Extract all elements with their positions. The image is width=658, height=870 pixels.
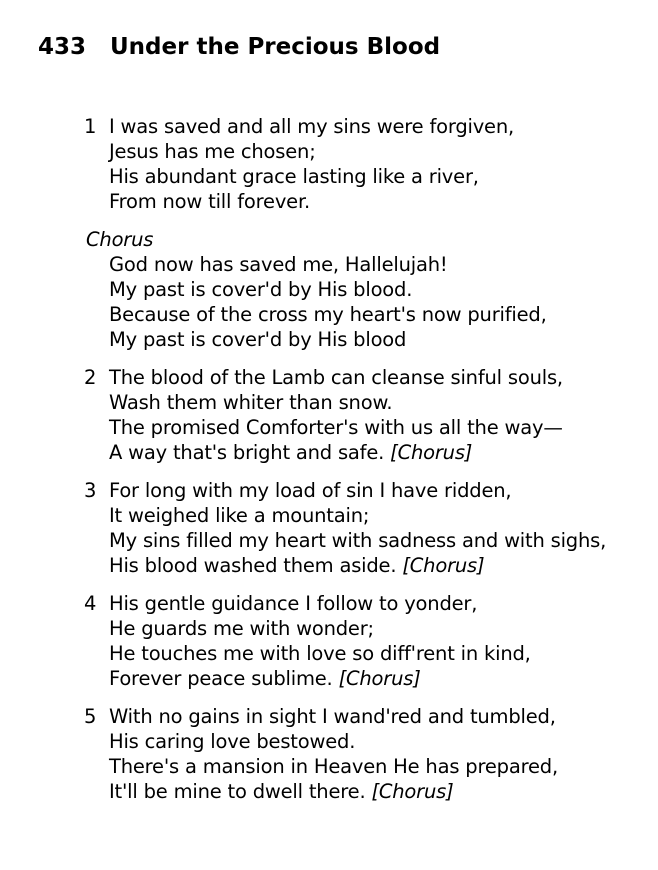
chorus-line: My past is cover'd by His blood [109,328,407,351]
verse-number: 4 [84,592,97,615]
verse-line: For long with my load of sin I have ridden, [109,479,512,502]
verse-line: His caring love bestowed. [109,730,356,753]
hymn-header [38,31,440,63]
hymn-number: 433 [38,34,87,60]
chorus-reference: [Chorus] [402,554,485,577]
verse-number: 3 [84,479,97,502]
chorus-label: Chorus [86,228,154,251]
verse-line: He guards me with wonder; [109,617,374,640]
verse-line: My sins filled my heart with sadness and with sighs, [109,529,607,552]
verse-line: His abundant grace lasting like a river, [109,165,479,188]
chorus-reference: [Chorus] [390,441,473,464]
verse-line: Wash them whiter than snow. [109,391,393,414]
verse-line: From now till forever. [109,190,310,213]
verse-line: There's a mansion in Heaven He has prepared, [109,755,558,778]
verse-line: He touches me with love so diff'rent in kind, [109,642,531,665]
verse-number: 1 [84,115,97,138]
chorus-line: Because of the cross my heart's now purified, [109,303,547,326]
chorus-reference: [Chorus] [338,667,421,690]
verse-line: Jesus has me chosen; [109,140,316,163]
verse-line-last [109,440,472,465]
verse-number: 2 [84,366,97,389]
verse-line-last [109,666,421,691]
verse-line: I was saved and all my sins were forgiven, [109,115,515,138]
verse-line: His gentle guidance I follow to yonder, [109,592,478,615]
verse-line-text: His blood washed them aside. [109,554,397,577]
verse-line: With no gains in sight I wand'red and tumbled, [109,705,556,728]
hymn-title: Under the Precious Blood [110,34,441,60]
verse-line-last [109,553,484,578]
verse-line-text: It'll be mine to dwell there. [109,780,366,803]
verse-line-text: A way that's bright and safe. [109,441,385,464]
chorus-reference: [Chorus] [371,780,454,803]
verse-line-text: Forever peace sublime. [109,667,333,690]
chorus-line: My past is cover'd by His blood. [109,278,413,301]
verse-number: 5 [84,705,97,728]
verse-line: The promised Comforter's with us all the way— [109,416,563,439]
verse-line: It weighed like a mountain; [109,504,370,527]
chorus-line: God now has saved me, Hallelujah! [109,253,448,276]
verse-line-last [109,779,454,804]
verse-line: The blood of the Lamb can cleanse sinful souls, [109,366,563,389]
